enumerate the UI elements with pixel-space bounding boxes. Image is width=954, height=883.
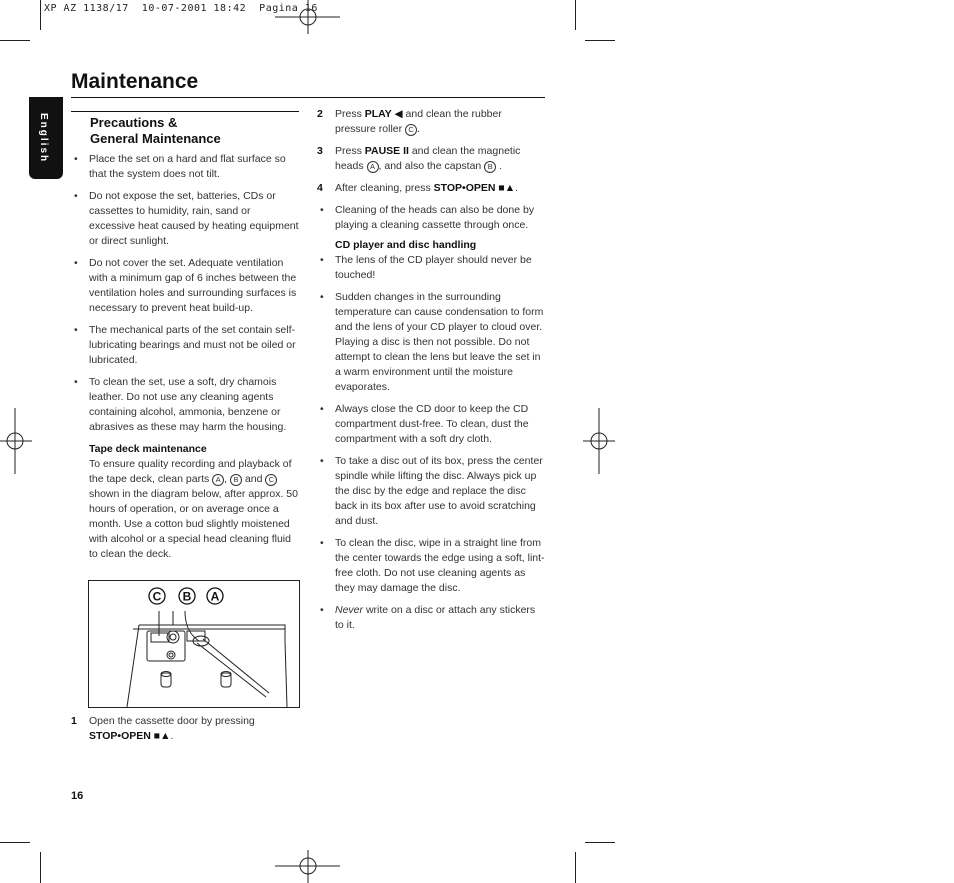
list-item: • Do not expose the set, batteries, CDs or cassettes to humidity, rain, sand or excessive heat caused by heating equipment or direct sunlight. [71,189,299,249]
list-item: • Always close the CD door to keep the CD compartment dust-free. To clean, dust the compartment with a soft dry cloth. [317,402,545,447]
step-number: 1 [71,715,77,727]
diagram-label-c: C [152,589,162,604]
list-item: • Sudden changes in the surrounding temperature can cause condensation to form and the lens of your CD player to cloud over. Playing a disc is then not possible. Do not attempt to clean the lens but leave the set in a warm environment until the moisture evaporates. [317,290,545,395]
diagram-label-a: A [210,589,220,604]
part-a-label: A [367,161,379,173]
list-item: • To clean the set, use a soft, dry chamois leather. Do not use any cleaning agents containing alcohol, ammonia, benzene or abrasives as these may harm the housing. [71,375,299,435]
cd-heading: CD player and disc handling [335,239,477,251]
part-a-label: A [212,474,224,486]
part-c-label: C [265,474,277,486]
list-item: • Place the set on a hard and flat surface so that the system does not tilt. [71,152,299,182]
list-item: • The mechanical parts of the set contain self-lubricating bearings and must not be oiled or lubricated. [71,323,299,368]
diagram-label-b: B [182,589,192,604]
stop-open-key-label: STOP•OPEN ■▲ [89,730,171,742]
step-text: Press [335,108,362,120]
precautions-list [71,152,299,435]
print-header: XP AZ 1138/17 10-07-2001 18:42 Pagina 16 [44,3,318,14]
step-text: . [170,730,174,742]
step-number: 3 [317,145,323,157]
language-tab [29,97,63,179]
list-item: • The lens of the CD player should never be touched! [317,253,545,283]
tape-text: shown in the diagram below, after approx. 50 hours of operation, or on average once a month. Use a cotton bud slightly moistened with alcohol or a special head cleaning fluid to clean the deck. [89,488,298,560]
part-b-label: B [484,161,496,173]
play-key-label: PLAY ◀ [364,108,403,120]
tape-text: and [244,473,263,485]
list-item-text: write on a disc or attach any stickers to it. [335,604,536,631]
step-text: After cleaning, press [335,182,431,194]
list-item: • To clean the disc, wipe in a straight line from the center towards the edge using a soft, lint-free cloth. Do not use cleaning agents as they may damage the disc. [317,536,545,596]
stop-open-key-label: STOP•OPEN ■▲ [433,182,516,194]
section-heading [90,115,299,147]
list-item: • Cleaning of the heads can also be done by playing a cleaning cassette through once. [317,203,545,233]
step-text: . [499,160,503,172]
diagram-callouts [149,588,223,604]
never-emphasis: Never [335,604,364,616]
pause-key-label: PAUSE II [364,145,409,157]
section-heading-line: Precautions & [90,115,178,130]
list-item: • To take a disc out of its box, press the center spindle while lifting the disc. Always pick up the disc by the edge and replace the disc back in its box after use to avoid scratching and dust. [317,454,545,529]
step-1 [71,714,299,744]
title-divider [71,97,545,98]
step-3 [317,144,545,174]
page-title: Maintenance [71,70,199,93]
list-item [317,603,545,633]
tape-deck-diagram [88,580,300,708]
step-number: 2 [317,108,323,120]
tape-deck-paragraph [71,457,299,562]
step-4 [317,181,545,196]
step-text: Open the cassette door by pressing [89,715,255,727]
step-2 [317,107,545,137]
part-c-label: C [405,124,417,136]
step-number: 4 [317,182,323,194]
tape-deck-heading: Tape deck maintenance [89,443,207,455]
step-text: and clean the magnetic heads [335,145,521,172]
step-text: and clean the rubber pressure roller [335,108,502,135]
tape-text: To ensure quality recording and playback of the tape deck, clean parts [89,458,292,485]
step-text: , and also the capstan [378,160,482,172]
language-tab-label: English [38,113,49,164]
part-b-label: B [230,474,242,486]
section-heading-line: General Maintenance [90,131,221,146]
heads-note-list [317,203,545,233]
right-column [317,107,545,640]
tape-text: , [224,473,228,485]
left-column [71,111,299,562]
page-number: 16 [71,790,84,802]
cd-list [317,253,545,633]
step-text: Press [335,145,362,157]
section-divider [71,111,299,112]
step-text: . [417,123,420,135]
list-item: • Do not cover the set. Adequate ventilation with a minimum gap of 6 inches between the ventilation holes and surrounding surfaces is necessary to prevent heat build-up. [71,256,299,316]
step-text: . [515,182,519,194]
